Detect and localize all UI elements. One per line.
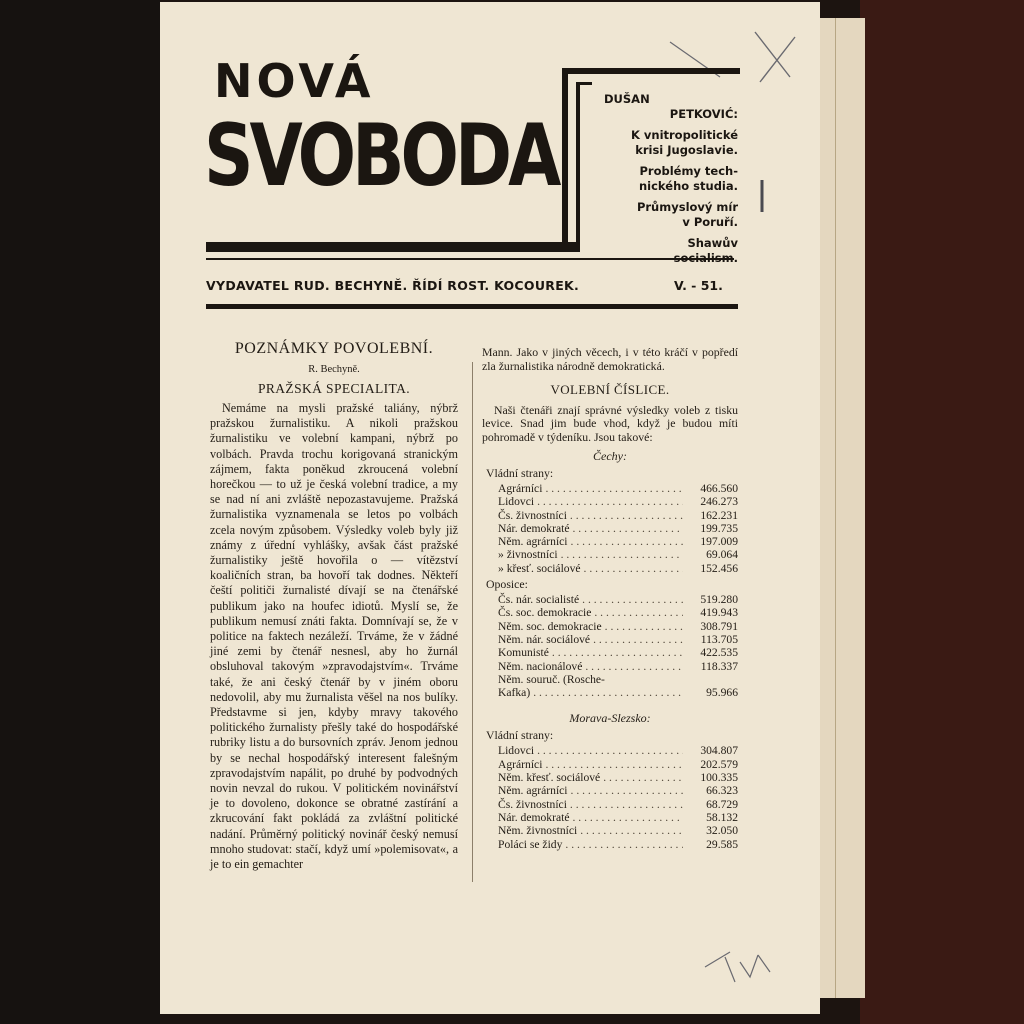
article-title: POZNÁMKY POVOLEBNÍ. [234, 340, 434, 357]
election-figures-lead: Naši čtenáři znají správné výsledky voleb z tisku levice. Snad jim bude vhod, když je budou míti pohromadě v týdeníku. Jsou takové: [482, 402, 738, 445]
party-name: Čs. živnostníci [498, 797, 567, 811]
issue-number: V. - 51. [674, 278, 723, 293]
vote-count: 32.050 [706, 824, 738, 838]
leader-dots [593, 633, 683, 646]
background-right [860, 0, 1024, 1024]
leader-dots [594, 606, 683, 619]
leader-dots [582, 593, 683, 606]
results-row [482, 758, 738, 771]
vote-count [605, 673, 657, 686]
party-name: Něm. souruč. (Rosche- [498, 672, 605, 686]
article-byline: R. Bechyně. [308, 364, 360, 375]
background-left [0, 0, 160, 1024]
leader-dots [584, 562, 683, 575]
publisher-rule-below [206, 304, 738, 309]
results-row [482, 784, 738, 797]
results-row [482, 562, 738, 575]
contents-item: Průmyslový mír v Poruří. [636, 200, 738, 229]
party-name: Čs. soc. demokracie [498, 606, 592, 620]
results-row [482, 811, 738, 824]
election-results [482, 449, 738, 851]
masthead-rule-top-outer [562, 68, 740, 74]
party-name: Čs. nár. socialisté [498, 593, 580, 607]
vote-count: 422.535 [700, 646, 738, 660]
leader-dots [545, 482, 683, 495]
article-body: Nemáme na mysli pražské taliány, nýbrž pražskou žurnalistiku. A nikoli pražskou žurnalistiku ve volební kampani, nýbrž po volbách. Pravda trochu korigovaná stranickým zájmem, fakta poněkud zkroucená volební horečkou — to už je česká volební tradice, a my se nad ní ani zvláště nepozastavujeme. Pražská žurnalistika vyznamenala se letos po volbách zcela novým způsobem. Výsledky voleb byly již známy z úřední vyhlášky, avšak část pražské žurnalistiky ještě hovořila o — vítězství koaličních stran, ba hovoří tak dodnes. Někteří čeští političi žurnalisté dívají se na čtenářské publikum jako na houfec idiotů. Myslí se, že publikum nemusí znáti fakta. Domnívají se, že v politice na faktech nezáleží. Trváme, že v žádné jiné zemi by čtenář nesnesl, aby ho žurnál obsluhoval takovým »zpravodajstvím«. Trváme také, že ani český čtenář by v jiném oboru nedovolil, aby mu žurnalista věšel na nos bulíky. Představme si jen, kdyby mravy takového politického žurnalisty přešly také do hospodářské rubriky listu a do bursovních zpráv. Jenom jednou by se nechal hospodářský interesent falešným zpravodajstvím napálit, po druhé by podvodných novin nevzal do rukou. V politickém novinářství je to dovoleno, dokonce se obratné zastírání a zkrucování fakt pokládá za zvláštní politické nadání. Průměrný politický novinář český nemusí mnoho studovat: stačí, když umí »polemisovat«, a je to ein gemachter [210, 401, 458, 872]
results-row [482, 522, 738, 535]
results-row [482, 633, 738, 646]
results-region: Čechy: [593, 448, 627, 463]
right-column [482, 346, 738, 851]
results-row [482, 535, 738, 548]
results-row [482, 593, 738, 606]
vote-count: 152.456 [700, 561, 738, 575]
leader-dots [605, 620, 683, 633]
party-name: Agrárníci [498, 481, 543, 495]
column-divider [472, 362, 473, 882]
party-name: Čs. živnostníci [498, 508, 567, 522]
leader-dots [537, 495, 683, 508]
vote-count: 95.966 [706, 686, 738, 700]
contents-item: Problémy tech- nického studia. [638, 164, 738, 193]
results-row [482, 495, 738, 508]
results-row [482, 824, 738, 837]
party-name: Nár. demokraté [498, 521, 570, 535]
party-name: Lidovci [498, 744, 535, 758]
results-row [482, 744, 738, 757]
masthead-title-nova: NOVÁ [214, 54, 375, 108]
leader-dots [533, 686, 683, 699]
leader-dots [552, 646, 683, 659]
vote-count: 519.280 [700, 593, 738, 607]
publisher-line: VYDAVATEL RUD. BECHYNĚ. ŘÍDÍ ROST. KOCOUREK. [206, 278, 580, 293]
masthead-rule-vertical-outer [562, 68, 568, 252]
contents-item: K vnitropolitické krisi Jugoslavie. [630, 128, 738, 157]
leader-dots [572, 811, 683, 824]
article-continuation: Mann. Jako v jiných věcech, i v této kráčí v popředí zla žurnalistika národně demokratická. [482, 345, 738, 373]
results-row [482, 798, 738, 811]
party-name: Kafka) [498, 686, 531, 700]
masthead-title-svoboda: SVOBODA [204, 106, 558, 206]
left-column [210, 340, 458, 872]
masthead-rule-bottom-thick [206, 242, 576, 252]
vote-count: 419.943 [700, 606, 738, 620]
party-name: Něm. živnostníci [498, 824, 578, 838]
leader-dots [561, 548, 683, 561]
results-row [482, 620, 738, 633]
results-row [482, 673, 738, 686]
results-row [482, 509, 738, 522]
vote-count: 466.560 [700, 481, 738, 495]
leader-dots [570, 509, 683, 522]
party-name: Něm. soc. demokracie [498, 619, 602, 633]
leader-dots [580, 824, 683, 837]
party-name: » křesť. sociálové [498, 561, 581, 575]
masthead-rule-top-inner [576, 82, 592, 85]
party-name: Poláci se židy [498, 837, 563, 851]
results-row [482, 548, 738, 561]
pencil-mark-bottom [700, 937, 780, 987]
results-row [482, 660, 738, 673]
party-name: Něm. nár. sociálové [498, 632, 591, 646]
results-row [482, 771, 738, 784]
party-name: » živnostníci [498, 548, 558, 562]
party-name: Něm. agrárníci [498, 535, 568, 549]
leader-dots [565, 838, 683, 851]
results-group-label: Vládní strany: [486, 465, 554, 480]
vote-count: 308.791 [700, 619, 738, 633]
vote-count: 66.323 [706, 784, 738, 798]
party-name: Něm. agrárníci [498, 784, 568, 798]
leader-dots [571, 535, 683, 548]
pencil-mark-top [660, 22, 810, 92]
party-name: Komunisté [498, 646, 549, 660]
vote-count: 199.735 [700, 521, 738, 535]
masthead-rule-vertical-inner [576, 82, 580, 252]
leader-dots [571, 784, 683, 797]
leader-dots [570, 798, 683, 811]
results-row [482, 686, 738, 699]
vote-count: 68.729 [706, 797, 738, 811]
party-name: Něm. nacionálové [498, 659, 583, 673]
vote-count: 304.807 [700, 744, 738, 758]
results-row [482, 482, 738, 495]
results-row [482, 838, 738, 851]
party-name: Něm. křesť. sociálové [498, 771, 601, 785]
vote-count: 202.579 [700, 757, 738, 771]
election-figures-heading: VOLEBNÍ ČÍSLICE. [550, 381, 670, 397]
vote-count: 162.231 [700, 508, 738, 522]
leader-dots [537, 744, 683, 757]
contents-item: DUŠAN PETKOVIĆ: [604, 92, 738, 121]
results-region: Morava-Slezsko: [569, 711, 651, 726]
party-name: Nár. demokraté [498, 810, 570, 824]
pencil-mark-side [756, 178, 768, 214]
vote-count: 118.337 [700, 659, 738, 673]
vote-count: 69.064 [706, 548, 738, 562]
party-name: Lidovci [498, 495, 535, 509]
results-group-label: Vládní strany: [486, 728, 554, 743]
vote-count: 246.273 [700, 495, 738, 509]
vote-count: 113.705 [700, 632, 738, 646]
vote-count: 197.009 [700, 535, 738, 549]
results-group-label: Oposice: [486, 577, 528, 592]
leader-dots [572, 522, 683, 535]
party-name: Agrárníci [498, 757, 543, 771]
newspaper-page [160, 2, 820, 1014]
results-row [482, 646, 738, 659]
leader-dots [545, 758, 683, 771]
vote-count: 100.335 [700, 771, 738, 785]
contents-item: Shawův socialism. [673, 236, 738, 265]
contents-box [604, 92, 738, 272]
leader-dots [603, 771, 683, 784]
vote-count: 29.585 [706, 837, 738, 851]
leader-dots [585, 660, 683, 673]
results-row [482, 606, 738, 619]
article-subtitle: PRAŽSKÁ SPECIALITA. [257, 381, 411, 396]
vote-count: 58.132 [706, 810, 738, 824]
